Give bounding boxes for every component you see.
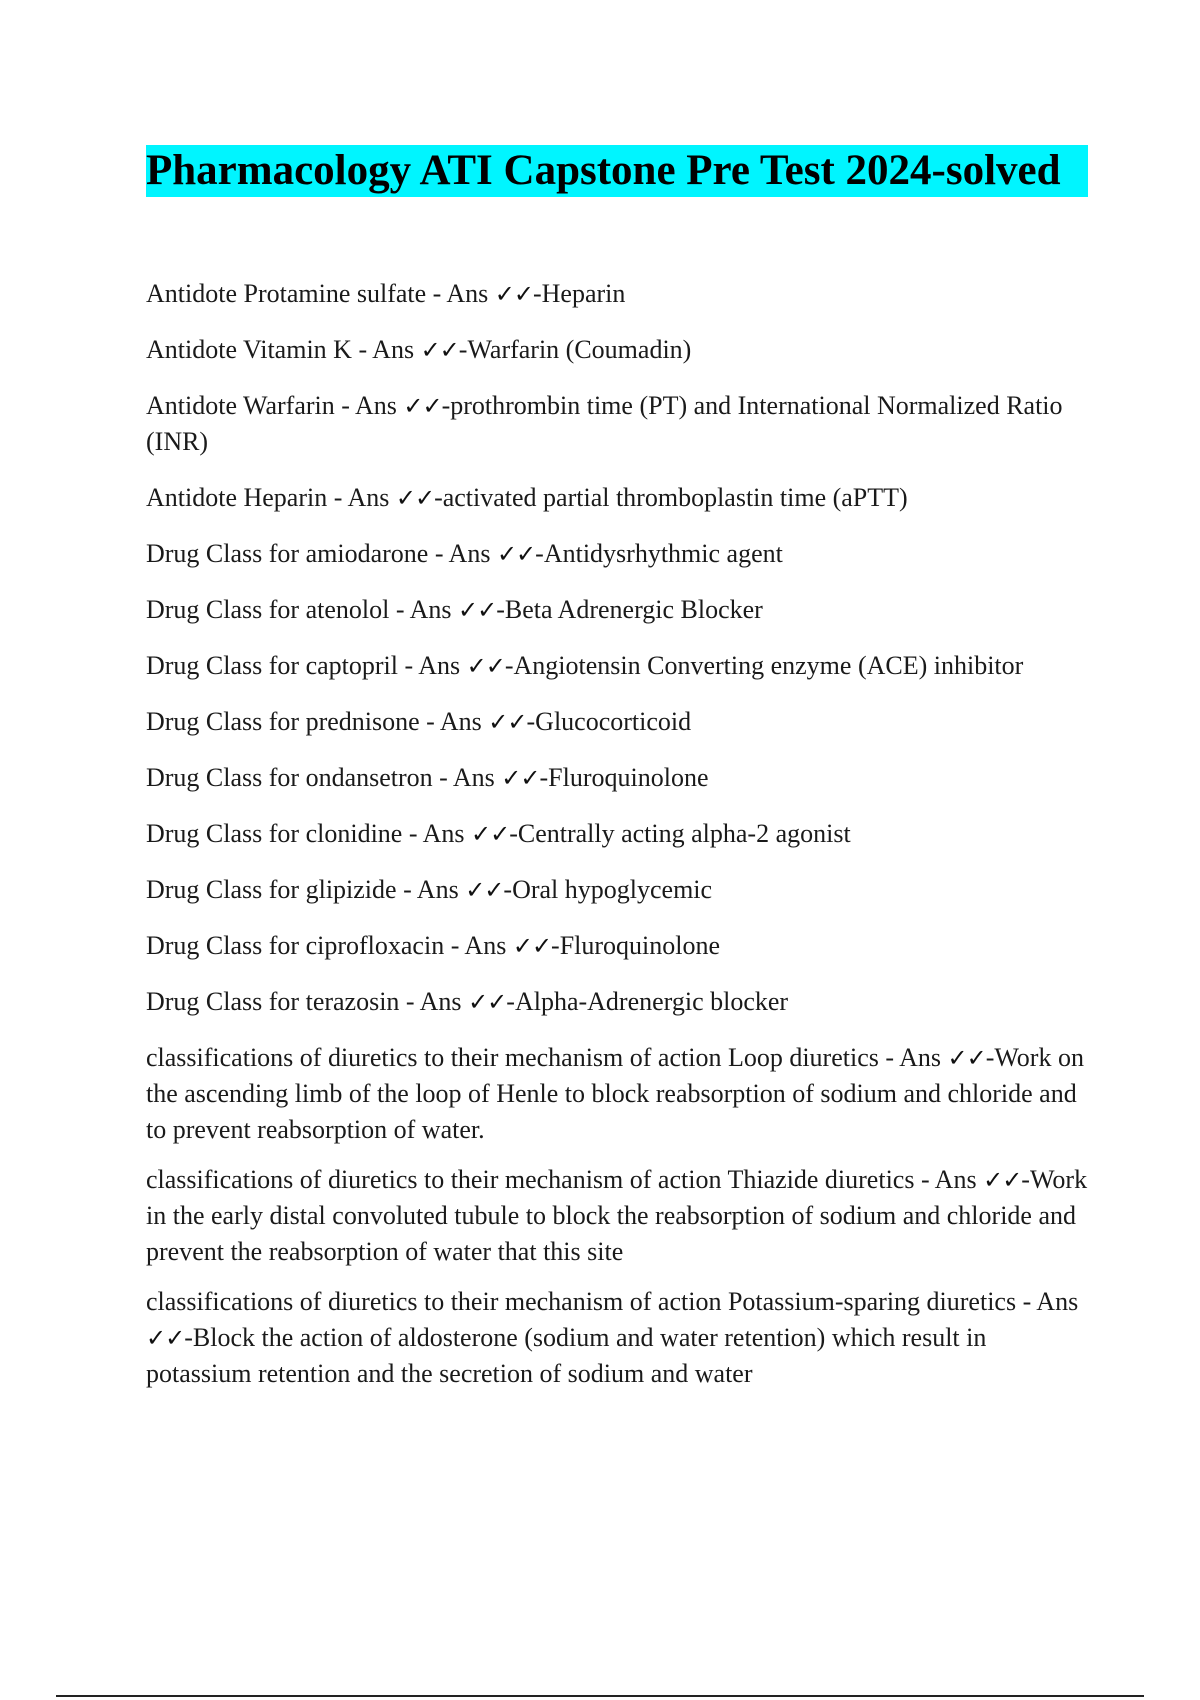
answer-text: -Block the action of aldosterone (sodium and water retention) which result in potassium retention and the secretion of sodium and water xyxy=(146,1323,987,1388)
double-check-icon: ✓✓ xyxy=(468,988,507,1016)
double-check-icon: ✓✓ xyxy=(146,1324,185,1352)
answer-text: -Alpha-Adrenergic blocker xyxy=(506,987,789,1016)
question-text: classifications of diuretics to their mechanism of action Thiazide diuretics - Ans xyxy=(146,1165,984,1194)
list-item xyxy=(146,332,1096,368)
question-text: Antidote Protamine sulfate - Ans xyxy=(146,279,495,308)
double-check-icon: ✓✓ xyxy=(983,1166,1022,1194)
list-item xyxy=(146,984,1096,1020)
double-check-icon: ✓✓ xyxy=(947,1044,986,1072)
list-item xyxy=(146,1040,1096,1148)
answer-text: -Heparin xyxy=(533,279,626,308)
question-text: Drug Class for glipizide - Ans xyxy=(146,875,466,904)
list-item xyxy=(146,816,1096,852)
list-item xyxy=(146,928,1096,964)
double-check-icon: ✓✓ xyxy=(512,932,552,960)
list-item xyxy=(146,1162,1096,1270)
list-item xyxy=(146,872,1096,908)
answer-text: -Work in the early distal convoluted tubule to block the reabsorption of sodium and chloride and prevent the reabsorption of water that this site xyxy=(146,1165,1088,1266)
double-check-icon: ✓✓ xyxy=(496,540,536,568)
double-check-icon: ✓✓ xyxy=(466,652,505,680)
list-item xyxy=(146,592,1096,628)
answer-text: -Fluroquinolone xyxy=(551,931,721,960)
double-check-icon: ✓✓ xyxy=(501,764,540,792)
answer-text: -Beta Adrenergic Blocker xyxy=(496,595,763,624)
question-text: Drug Class for ondansetron - Ans xyxy=(146,763,502,792)
double-check-icon: ✓✓ xyxy=(403,392,442,420)
answer-text: -Centrally acting alpha-2 agonist xyxy=(509,819,851,848)
question-text: Drug Class for atenolol - Ans xyxy=(146,595,458,624)
list-item xyxy=(146,388,1096,460)
answer-text: -Glucocorticoid xyxy=(526,707,692,736)
list-item xyxy=(146,1284,1096,1392)
answer-text: -prothrombin time (PT) and International Normalized Ratio (INR) xyxy=(146,391,1063,456)
list-item xyxy=(146,760,1096,796)
list-item xyxy=(146,536,1096,572)
list-item xyxy=(146,276,1096,312)
double-check-icon: ✓✓ xyxy=(420,336,459,364)
answer-text: -Angiotensin Converting enzyme (ACE) inhibitor xyxy=(504,651,1024,680)
answer-text: -Oral hypoglycemic xyxy=(503,875,713,904)
answer-text: -Work on the ascending limb of the loop of Henle to block reabsorption of sodium and chloride and to prevent reabsorption of water. xyxy=(146,1043,1084,1144)
list-item xyxy=(146,480,1096,516)
double-check-icon: ✓✓ xyxy=(465,876,504,904)
question-text: Drug Class for captopril - Ans xyxy=(146,651,467,680)
title-highlight xyxy=(146,145,1088,197)
question-text: classifications of diuretics to their mechanism of action Loop diuretics - Ans xyxy=(146,1043,948,1072)
answer-text: -activated partial thromboplastin time (aPTT) xyxy=(434,483,908,512)
answer-text: -Warfarin (Coumadin) xyxy=(458,335,692,364)
question-text: Drug Class for ciprofloxacin - Ans xyxy=(146,931,513,960)
double-check-icon: ✓✓ xyxy=(470,820,510,848)
question-text: Drug Class for prednisone - Ans xyxy=(146,707,489,736)
question-text: Drug Class for amiodarone - Ans xyxy=(146,539,497,568)
answer-text: -Antidysrhythmic agent xyxy=(535,539,783,568)
answer-text: -Fluroquinolone xyxy=(539,763,709,792)
question-text: classifications of diuretics to their mechanism of action Potassium-sparing diuretics - Ans xyxy=(146,1287,1079,1316)
question-text: Antidote Warfarin - Ans xyxy=(146,391,404,420)
question-text: Drug Class for terazosin - Ans xyxy=(146,987,469,1016)
question-text: Antidote Vitamin K - Ans xyxy=(146,335,421,364)
page-title: Pharmacology ATI Capstone Pre Test 2024-solved xyxy=(146,147,1061,194)
double-check-icon: ✓✓ xyxy=(494,280,533,308)
double-check-icon: ✓✓ xyxy=(457,596,497,624)
double-check-icon: ✓✓ xyxy=(488,708,527,736)
question-text: Antidote Heparin - Ans xyxy=(146,483,396,512)
page-bottom-divider xyxy=(56,1695,1144,1697)
double-check-icon: ✓✓ xyxy=(395,484,435,512)
question-text: Drug Class for clonidine - Ans xyxy=(146,819,471,848)
qa-list xyxy=(146,276,1096,1406)
list-item xyxy=(146,704,1096,740)
list-item xyxy=(146,648,1096,684)
